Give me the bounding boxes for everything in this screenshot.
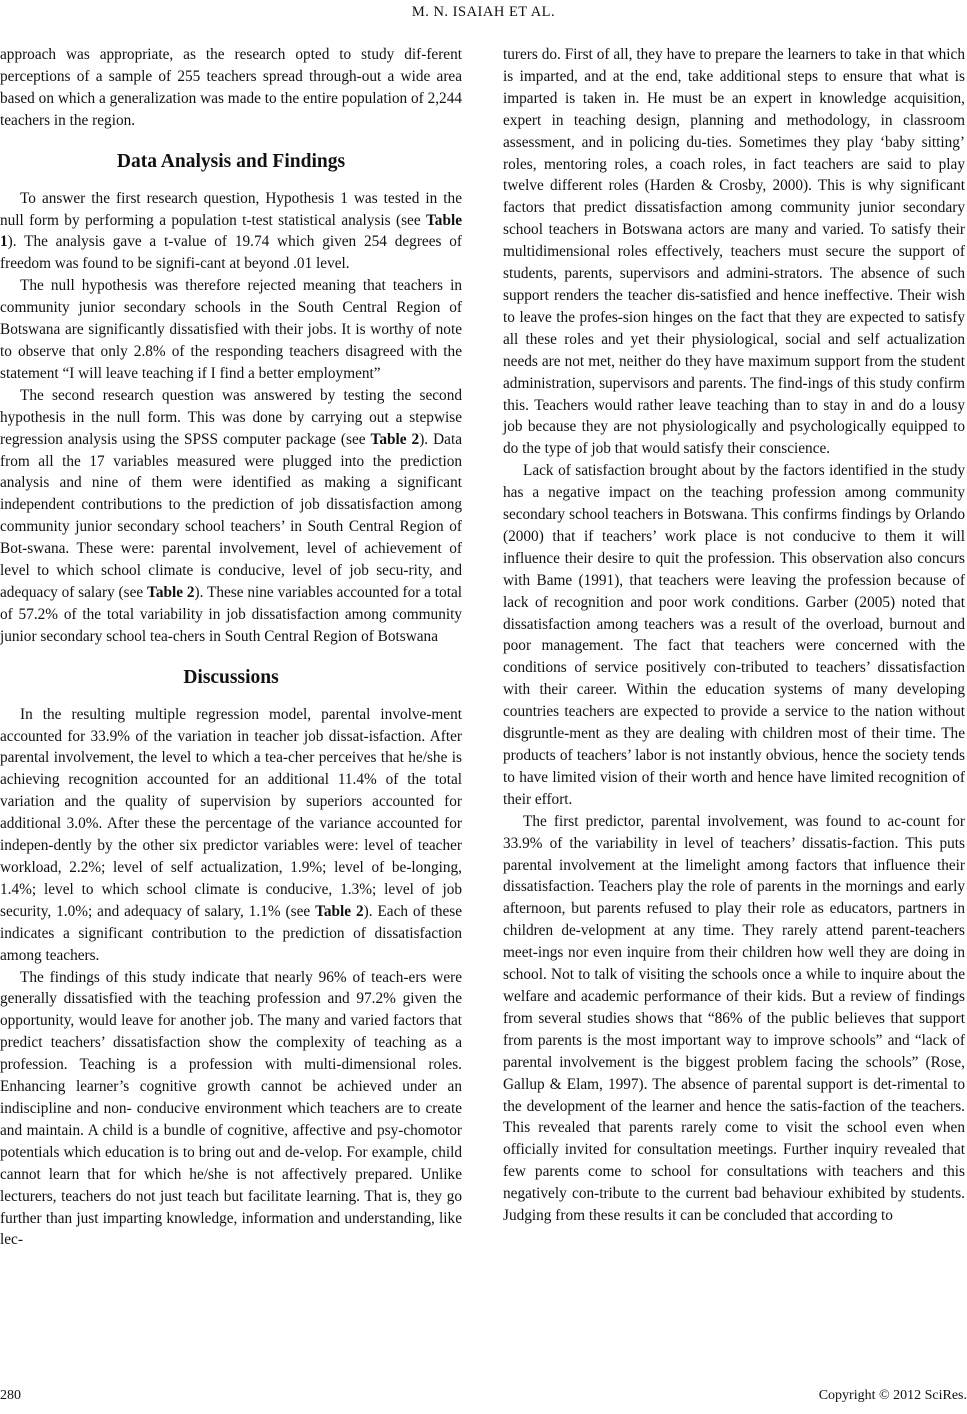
findings-3-text-a: The second research question was answered by testing the second hypothesis in the null form. This was done by carrying out a stepwise regression analysis using the SPSS computer package (see — [0, 386, 462, 448]
paragraph-intro: approach was appropriate, as the research opted to study dif-ferent perceptions of a sample of 255 teachers spread through-out a wide area based on which a generalization was made to the entire population of 2,244 teachers in the region. — [0, 46, 462, 129]
paragraph-first-predictor: The first predictor, parental involvement, was found to ac-count for 33.9% of the variability in level of teachers’ dissatis-faction. This puts parental involvement at the limelight among factors that influence their dissatisfaction. Teachers play the role of parents in the mornings and early afternoon, but parents refused to play their role as educators, partners in children de-velopment at any time. They rarely attend parent-teachers meet-ings nor even inquire from their children how well they are doing in school. Not to talk of visiting the schools once a while to inquire about the welfare and academic performance of their kids. But a review of findings from several studies shows that “86% of the public believes that support from parents is the most important way to improve schools” and “lack of parental involvement is the biggest problem facing the schools” (Rose, Gallup & Elam, 1997). The absence of parental support is det-rimental to the development of the learner and hence the satis-faction of the teachers. This revealed that parents rarely come to visit the school even when officially invited for consultation meetings. Further inquiry revealed that few parents come to school for consultations with teachers and this negatively con-tribute to the current bad behaviour exhibited by students. Judging from these results it can be concluded that according to — [503, 812, 965, 1225]
left-column — [0, 44, 462, 1251]
section-heading-findings: Data Analysis and Findings — [116, 150, 346, 172]
findings-3-text-b: ). Data from all the 17 variables measured were plugged into the prediction analysis and nine of them were identified as making a significant independent contributions to the prediction of job dissatisfaction among community junior secondary school teachers’ in South Central Region of Bot-swana. These were: parental involvement, level of achievement of level to which school climate is conducive, level of job secu-rity, and adequacy of salary (see — [0, 430, 463, 601]
section-heading-discussions: Discussions — [183, 666, 279, 688]
table-2-reference[interactable]: Table 2 — [315, 902, 364, 920]
paragraph-lack-of-satisfaction: Lack of satisfaction brought about by the factors identified in the study has a negative impact on the teaching profession among community secondary school teachers in Botswana. This confirms findings by Orlando (2000) that if teachers’ work place is not conducive to them it will influence their desire to quit the profession. This observation also concurs with Bame (1991), that teachers were leaving the profession because of lack of recognition and poor work conditions. Garber (2005) noted that dissatisfaction among teachers was a result of the overload, burnout and poor management. The fact that teachers were concerned with the conditions of service positively con-tributed to teachers’ dissatisfaction with their career. Within the education systems of many developing countries teachers are expected to provide a service to the nation without disgruntle-ment as they are dealing with children most of their time. The products of teachers’ labor is not instantly obvious, hence the society tends to have limited vision of their worth and hence have limited recognition of their effort. — [503, 462, 965, 808]
table-2-reference[interactable]: Table 2 — [370, 430, 420, 448]
paragraph-findings-1 — [0, 188, 462, 276]
page-number: 280 — [0, 1388, 21, 1403]
findings-3-text-c: ). These nine variables accounted for a total of 57.2% of the total variability in job dissatisfaction among community junior secondary school tea-chers in South Central Region of Botswana — [0, 583, 462, 645]
findings-1-text-b: ). The analysis gave a t-value of 19.74 which given 254 degrees of freedom was found to be signifi-cant at beyond .01 level. — [0, 233, 462, 273]
paragraph-findings-2: The null hypothesis was therefore rejected meaning that teachers in community junior secondary schools in the South Central Region of Botswana are significantly dissatisfied with their jobs. It is worthy of note to observe that only 2.8% of the responding teachers disagreed with the statement “I will leave teaching if I find a better employment” — [0, 277, 462, 382]
right-column — [503, 44, 965, 1227]
copyright-notice: Copyright © 2012 SciRes. — [818, 1388, 967, 1403]
discussions-1-text-a: In the resulting multiple regression model, parental involve-ment accounted for 33.9% of the variation in teacher job dissat-isfaction. After parental involvement, the level to which a tea-cher perceives that he/she is achieving recognition accounted for an additional 11.4% of the total variation and the quality of supervision by superiors accounted for additional 3.0%. After these the percentage of the variance accounted for indepen-dently by the other six predictor variables were: level of teacher workload, 2.2%; level of self actualization, 1.9%; level of be-longing, 1.4%; level to which school climate is conducive, 1.3%; level of job security, 1.0%; and adequacy of salary, 1.1% (see — [0, 705, 462, 920]
table-1-reference[interactable]: Table 1 — [0, 211, 462, 251]
findings-1-text-a: To answer the first research question, Hypothesis 1 was tested in the null form by performing a population t-test statistical analysis (see — [0, 189, 462, 229]
paragraph-discussions-1 — [0, 704, 462, 967]
paragraph-continued: turers do. First of all, they have to prepare the learners to take in that which is imparted, and at the end, take additional steps to ensure that what is imparted is taken in. He must be an expert in knowledge acquisition, expert in teaching design, planning and methodology, in classroom assessment, and in policing du-ties. Sometimes they play ‘baby sitting’ roles, mentoring roles, a coach roles, in fact teachers are said to play twelve different roles (Harden & Crosby, 2000). This is why significant factors that predict dissatisfaction among community junior secondary school teachers in Botswana actors are many and varied. To satisfy their multidimensional roles effectively, teachers must secure the support of students, parents, supervisors and admini-strators. The absence of such support renders the teacher dis-satisfied and hence ineffective. Their wish to leave the profes-sion hinges on the fact that they are expected to satisfy all these roles and yet their physiological, social and self actualization needs are not met, neither do they have maximum support from the student administration, supervisors and parents. The find-ings of this study confirm this. Teachers would rather leave teaching than to stay in and do a lousy job because they are not physiologically and psychologically equipped to do the type of job that would satisfy their conscience. — [503, 46, 965, 458]
table-2-reference[interactable]: Table 2 — [147, 583, 195, 601]
paragraph-findings-3 — [0, 385, 462, 648]
running-head: M. N. ISAIAH ET AL. — [411, 4, 556, 20]
paragraph-discussions-2: The findings of this study indicate that nearly 96% of teach-ers were generally dissatisfied with the teaching profession and 97.2% given the opportunity, would leave for another job. The many and varied factors that predict teachers’ dissatisfaction show the complexity of teaching as a profession. Teaching is a profession with multi-dimensional roles. Enhancing learner’s cognitive growth cannot be achieved under an indiscipline and non- conducive environment which teachers are to create and maintain. A child is a bundle of cognitive, affective and psy-chomotor potentials which education is to bring out and de-velop. For example, child cannot learn that for which he/she is not affectively prepared. Unlike lecturers, teachers do not just teach but facilitate learning. That is, they go further than just imparting knowledge, information and understanding, like lec- — [0, 968, 462, 1249]
discussions-1-text-b: ). Each of these indicates a significant contribution to the prediction of dissatisfaction among teachers. — [0, 902, 463, 964]
